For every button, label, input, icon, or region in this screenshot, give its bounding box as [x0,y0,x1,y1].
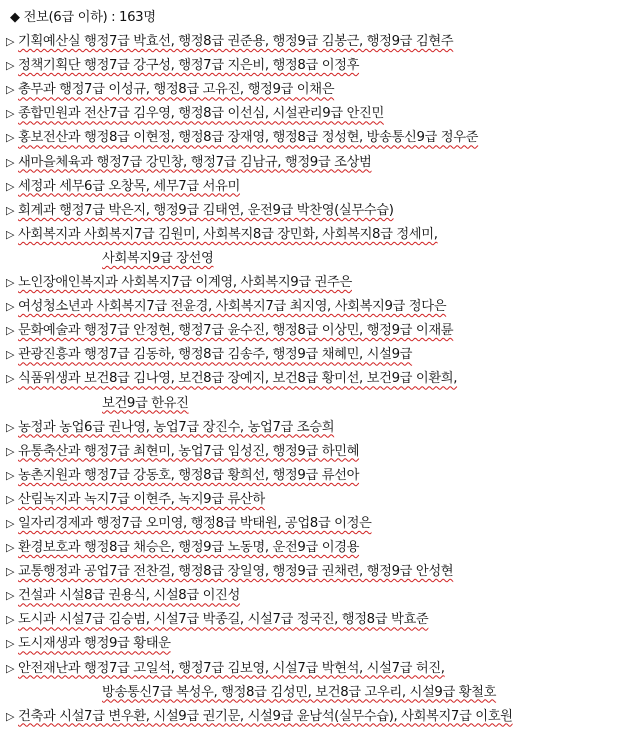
list-item-text: 도시과 시설7급 김승범, 시설7급 박종길, 시설7급 정국진, 행정8급 박효준 [18,612,429,628]
triangle-bullet-icon: ▷ [6,348,15,362]
list-item [6,440,635,464]
list-item-text: 총무과 행정7급 이성규, 행정8급 고유진, 행정9급 이채은 [18,82,335,98]
triangle-bullet-icon: ▷ [6,468,15,482]
list-item-text: 홍보전산과 행정8급 이현정, 행정8급 장재영, 행정8급 정성현, 방송통신9급 정우준 [18,130,479,146]
list-item [6,102,635,126]
list-item-text: 노인장애인복지과 사회복지7급 이계영, 사회복지9급 권주은 [18,275,352,291]
list-item [6,319,635,343]
list-item-continuation [6,681,635,705]
list-item [6,608,635,632]
triangle-bullet-icon: ▷ [6,420,15,434]
list-item [6,199,635,223]
list-item-text: 여성청소년과 사회복지7급 전윤경, 사회복지7급 최지영, 사회복지9급 정다은 [18,299,447,315]
list-item [6,78,635,102]
list-item [6,705,635,729]
list-item [6,295,635,319]
list-item [6,54,635,78]
list-item-text: 농정과 농업6급 권나영, 농업7급 장진수, 농업7급 조승희 [18,419,335,435]
triangle-bullet-icon: ▷ [6,300,15,314]
list-item-text: 보건9급 한유진 [102,395,189,411]
triangle-bullet-icon: ▷ [6,661,15,675]
list-item-text: 식품위생과 보건8급 김나영, 보건8급 장예지, 보건8급 황미선, 보건9급 이환희, [18,371,458,387]
list-item-text: 회계과 행정7급 박은지, 행정9급 김태연, 운전9급 박찬영(실무수습) [18,202,394,218]
triangle-bullet-icon: ▷ [6,324,15,338]
list-item [6,271,635,295]
list-item-text: 새마을체육과 행정7급 강민창, 행정7급 김남규, 행정9급 조상범 [18,154,372,170]
diamond-bullet-icon: ◆ [10,10,20,25]
triangle-bullet-icon: ▷ [6,613,15,627]
triangle-bullet-icon: ▷ [6,589,15,603]
list-item-text: 방송통신7급 복성우, 행정8급 김성민, 보건8급 고우리, 시설9급 황철호 [102,684,497,700]
list-item-text: 안전재난과 행정7급 고일석, 행정7급 김보영, 시설7급 박현석, 시설7급 허진, [18,660,445,676]
triangle-bullet-icon: ▷ [6,492,15,506]
triangle-bullet-icon: ▷ [6,59,15,73]
list-item-text: 관광진흥과 행정7급 김동하, 행정8급 김송주, 행정9급 채혜민, 시설9급 [18,347,413,363]
list-item [6,126,635,150]
list-item [6,488,635,512]
triangle-bullet-icon: ▷ [6,203,15,217]
triangle-bullet-icon: ▷ [6,107,15,121]
triangle-bullet-icon: ▷ [6,637,15,651]
list-item-text: 건설과 시설8급 권용식, 시설8급 이진성 [18,588,240,604]
list-item [6,464,635,488]
list-item [6,536,635,560]
triangle-bullet-icon: ▷ [6,227,15,241]
triangle-bullet-icon: ▷ [6,709,15,723]
list-item-text: 건축과 시설7급 변우환, 시설9급 권기문, 시설9급 윤남석(실무수습), 사회복지7급 이호원 [18,708,513,724]
list-item [6,343,635,367]
triangle-bullet-icon: ▷ [6,372,15,386]
list-item-text: 교통행정과 공업7급 전찬걸, 행정8급 장일영, 행정9급 권채련, 행정9급 안성현 [18,564,454,580]
list-item [6,584,635,608]
list-item [6,30,635,54]
list-item [6,175,635,199]
list-item-continuation [6,247,635,271]
list-item [6,632,635,656]
list-item [6,223,635,247]
list-item [6,560,635,584]
triangle-bullet-icon: ▷ [6,444,15,458]
triangle-bullet-icon: ▷ [6,155,15,169]
triangle-bullet-icon: ▷ [6,565,15,579]
list-item-text: 환경보호과 행정8급 채승은, 행정9급 노동명, 운전9급 이경용 [18,540,360,556]
transfer-list [6,30,635,729]
section-header [6,6,635,30]
list-item [6,512,635,536]
list-item [6,151,635,175]
list-item-text: 농촌지원과 행정7급 강동호, 행정8급 황희선, 행정9급 류선아 [18,467,360,483]
triangle-bullet-icon: ▷ [6,541,15,555]
list-item-text: 유통축산과 행정7급 최현미, 농업7급 임성진, 행정9급 하민혜 [18,443,360,459]
section-title: 전보(6급 이하) : 163명 [23,10,156,25]
list-item-text: 일자리경제과 행정7급 오미영, 행정8급 박태원, 공업8급 이정은 [18,515,372,531]
list-item-text: 기획예산실 행정7급 박효선, 행정8급 권준용, 행정9급 김봉근, 행정9급 김현주 [18,34,454,50]
list-item [6,367,635,391]
list-item-text: 사회복지과 사회복지7급 김원미, 사회복지8급 장민화, 사회복지8급 정세미, [18,226,438,242]
triangle-bullet-icon: ▷ [6,516,15,530]
list-item-text: 산림녹지과 녹지7급 이현주, 녹지9급 류산하 [18,491,265,507]
list-item-text: 세정과 세무6급 오창목, 세무7급 서유미 [18,178,240,194]
list-item-continuation [6,392,635,416]
triangle-bullet-icon: ▷ [6,35,15,49]
list-item-text: 문화예술과 행정7급 안정현, 행정7급 윤수진, 행정8급 이상민, 행정9급 이재륜 [18,323,454,339]
list-item-text: 사회복지9급 장선영 [102,250,214,266]
list-item [6,657,635,681]
triangle-bullet-icon: ▷ [6,83,15,97]
list-item-text: 정책기획단 행정7급 강구성, 행정7급 지은비, 행정8급 이정후 [18,58,360,74]
list-item-text: 도시재생과 행정9급 황태운 [18,636,171,652]
list-item [6,416,635,440]
triangle-bullet-icon: ▷ [6,179,15,193]
triangle-bullet-icon: ▷ [6,276,15,290]
triangle-bullet-icon: ▷ [6,131,15,145]
list-item-text: 종합민원과 전산7급 김우영, 행정8급 이선심, 시설관리9급 안진민 [18,106,384,122]
